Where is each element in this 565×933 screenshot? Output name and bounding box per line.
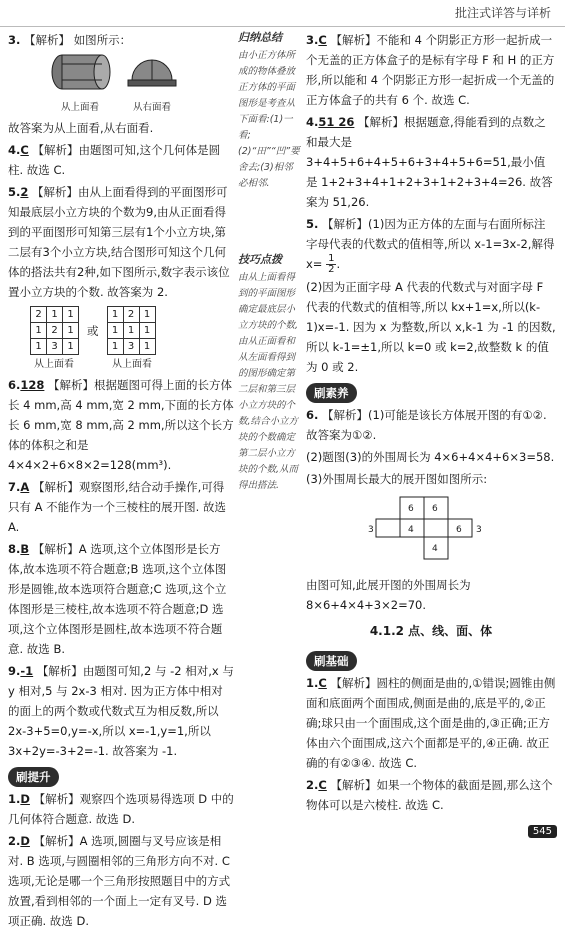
- q-number: 3.: [8, 33, 21, 47]
- left-q9: [8, 661, 234, 761]
- q-text: 根据题图可得上面的长方体长 4 mm,高 4 mm,宽 2 mm,下面的长方体长 6 mm,宽 8 mm,高 2 mm,所以这个长方体的体积之和是 4×4×2+6×8×2=128(mm³).: [8, 378, 234, 472]
- net-label: 4: [408, 525, 414, 535]
- q-text: (1)可能是该长方体展开图的有①②. 故答案为①②.: [306, 408, 547, 442]
- denominator: 2: [328, 264, 335, 275]
- note-title: 归纳总结: [238, 31, 282, 44]
- q-number: 3.: [306, 33, 319, 47]
- q-number: 9.: [8, 664, 21, 678]
- q-number: 2.: [306, 778, 319, 792]
- q-tag: 【解析】: [33, 792, 80, 806]
- net-label: 3: [368, 525, 374, 535]
- q-answer: C: [20, 143, 29, 157]
- fraction: [326, 254, 336, 275]
- q-answer: 51 26: [318, 115, 355, 129]
- q-text: 由题图可知,2 与 -2 相对,x 与 y 相对,5 与 2x-3 相对. 因为正方体中相对的面上的两个数或代数式互为相反数,所以 2x-3+5=0,y=-x,所以 x=-1,y=1,所以 3x+2y=-3+2=-1. 故答案为 -1.: [8, 664, 234, 758]
- top-view-grid-1: [30, 306, 79, 355]
- grid-cell: 1: [139, 339, 155, 355]
- grid-cell: 1: [47, 307, 63, 323]
- q-answer: C: [318, 676, 327, 690]
- page-header: 批注式详答与详析: [454, 6, 551, 20]
- q-number: 2.: [8, 834, 21, 848]
- view-right-figure: [126, 54, 178, 118]
- side-notes: [238, 30, 302, 500]
- right-b1: [306, 673, 556, 773]
- net-label: 4: [432, 544, 438, 554]
- q-number: 7.: [8, 480, 21, 494]
- q-tag: 【解析】: [32, 185, 79, 199]
- right-q5b: (2)因为正面字母 A 代表的代数式与对面字母 F 代表的代数式的值相等,所以 kx+1=x,所以(k-1)x=-1. 因为 x 为整数,所以 x,k-1 为 -1 的因数,所以 k-1=±1,所以 k=0 或 k=2,故整数 k 的值为 0 或 2.: [306, 280, 556, 374]
- right-q6a: [306, 405, 556, 445]
- grid-cell: 1: [63, 323, 79, 339]
- grid-cell: 1: [139, 307, 155, 323]
- q-text: A 选项,圆圈与叉号应该是相对. B 选项,与圆圈相邻的三角形方向不对. C 选项,无论是哪一个三角形按照题目中的方式放置,看到相邻的一个面上一定有叉号. D 选项正确. 故选 D.: [8, 834, 231, 928]
- grid-cell: 2: [123, 307, 139, 323]
- q-number: 8.: [8, 542, 21, 556]
- cylinder-top-view-icon: [48, 52, 112, 92]
- grid-caption: 从上面看: [112, 359, 152, 370]
- q-tag: 【解析】: [330, 676, 377, 690]
- q-tag: 【解析】: [33, 834, 80, 848]
- header-divider: [0, 26, 565, 27]
- section-badge-literacy: 刷素养: [306, 383, 357, 403]
- grid-cell: 1: [63, 307, 79, 323]
- section-badge-basic: 刷基础: [306, 651, 357, 671]
- grid-cell: 1: [31, 323, 47, 339]
- figure-caption: 从上面看: [60, 102, 99, 113]
- q-tag: 【解析】: [48, 378, 95, 392]
- q-text: 圆柱的侧面是曲的,①错误;圆锥由侧面和底面两个面围成,侧面是曲的,底是平的,②正确;球只由一个面围成,这个面是曲的,③正确;正方体由六个面围成,这六个面都是平的,④正确. 故正确的有②③④. 故选 C.: [306, 676, 556, 770]
- q-text: (1)因为正方体的左面与右面所标注字母代表的代数式的值相等,所以 x-1=3x-2,解得 x=: [306, 217, 555, 271]
- net-label: 6: [408, 504, 414, 514]
- grid-caption: 从上面看: [34, 359, 74, 370]
- q-answer: 128: [20, 378, 45, 392]
- q-number: 5.: [306, 217, 319, 231]
- left-q5: [8, 182, 234, 302]
- note-text: 由小正方体所成的物体叠放正方体的平面图形是考查从下面看:(1)一看;(2)“田”“凹”要舍去;(3)相邻必相邻.: [238, 50, 300, 189]
- q-answer: D: [20, 792, 30, 806]
- grid-cell: 1: [139, 323, 155, 339]
- q-answer: B: [20, 542, 30, 556]
- cuboid-net-diagram: [366, 493, 506, 565]
- q-tag: 【解析】: [24, 33, 71, 47]
- dome-right-view-icon: [126, 54, 178, 92]
- page-number: 545: [528, 825, 557, 838]
- q-tag: 【解析】: [322, 408, 369, 422]
- q-text: 如图所示：: [73, 33, 132, 47]
- q-tag: 【解析】: [36, 664, 83, 678]
- q-number: 1.: [8, 792, 21, 806]
- section-title: 4.1.2 点、线、面、体: [369, 624, 493, 638]
- or-label: 或: [87, 323, 99, 338]
- grid-cell: 3: [47, 339, 63, 355]
- left-column: [8, 30, 234, 933]
- q-number: 5.: [8, 185, 21, 199]
- q-number: 6.: [306, 408, 319, 422]
- q-text: 观察四个选项易得选项 D 中的几何体符合题意. 故选 D.: [8, 792, 234, 826]
- q-text: 不能和 4 个阴影正方形一起折成一个无盖的正方体盒子的是标有字母 F 和 H 的正方形,所以能和 4 个阴影正方形一起折成一个无盖的正方体盒子的共有 6 个. 故选 C.: [306, 33, 555, 107]
- left-p2: [8, 831, 234, 931]
- q-text: 如果一个物体的截面是圆,那么这个物体可以是六棱柱. 故选 C.: [306, 778, 553, 812]
- grid-cell: 1: [107, 323, 123, 339]
- left-q4: [8, 140, 234, 180]
- grid-cell: 1: [63, 339, 79, 355]
- left-p1: [8, 789, 234, 829]
- note-tips: [238, 252, 302, 494]
- q-number: 4.: [306, 115, 319, 129]
- net-label: 6: [456, 525, 462, 535]
- q-number: 1.: [306, 676, 319, 690]
- right-column: [306, 30, 556, 817]
- note-title: 技巧点拨: [238, 253, 282, 266]
- numerator: 1: [328, 253, 335, 264]
- q-tag: 【解析】: [32, 542, 79, 556]
- q-tag: 【解析】: [32, 480, 79, 494]
- grid-captions: [34, 355, 234, 375]
- right-q6c: (3)外围周长最大的展开图如图所示:: [306, 472, 488, 486]
- figure-caption: 从右面看: [132, 102, 171, 113]
- note-summary: [238, 30, 302, 192]
- grid-cell: 1: [31, 339, 47, 355]
- right-q5a: 5. 【解析】(1)因为正方体的左面与右面所标注字母代表的代数式的值相等,所以 x-1=3x-2,解得 x= $\frac{1}{2}$ .: [306, 217, 555, 275]
- q-tag: 【解析】: [32, 143, 79, 157]
- q3-figure: [48, 52, 234, 118]
- grid-cell: 1: [107, 307, 123, 323]
- q-tag: 【解析】: [330, 33, 377, 47]
- q-answer: A: [20, 480, 30, 494]
- q-number: 6.: [8, 378, 21, 392]
- q-text: A 选项,这个立体图形是长方体,故本选项不符合题意;B 选项,这个立体图形是圆锥,故本选项符合题意;C 选项,这个立体图形是三棱柱,故本选项不符合题意;D 选项,这个立体图形是圆柱,故本选项不符合题意. 故选 B.: [8, 542, 227, 656]
- right-q3: [306, 30, 556, 110]
- cuboid-net-figure: [366, 493, 556, 571]
- q-tag: 【解析】: [330, 778, 377, 792]
- net-label: 6: [432, 504, 438, 514]
- left-q3: [8, 30, 234, 50]
- left-q6: [8, 375, 234, 475]
- left-q8: [8, 539, 234, 659]
- q-answer: C: [318, 778, 327, 792]
- q-answer: D: [20, 834, 30, 848]
- grid-cell: 2: [31, 307, 47, 323]
- grid-cell: 1: [107, 339, 123, 355]
- right-q6b: (2)题图(3)的外围周长为 4×6+4×4+6×3=58.: [306, 450, 555, 464]
- q-text: 由从上面看得到的平面图形可知最底层小立方块的个数为9,由从正面看得到的平面图形可知第三层有1个小立方块,第二层有3个小立方块,结合图形可知这个几何体的搭法共有2种,如下图所示,数字表示该位置小立方块的个数. 故答案为 2.: [8, 185, 230, 299]
- section-badge-improve: 刷提升: [8, 767, 59, 787]
- q-answer: C: [318, 33, 327, 47]
- note-text: 由从上面看得到的平面图形确定最底层小立方块的个数,由从正面看和从左面看得到的图形确定第二层和第三层小立方块的个数,结合小立方块的个数确定第二层小立方块的个数,从而得出搭法.: [238, 272, 299, 491]
- q5-grids: [30, 306, 234, 355]
- right-q4: [306, 112, 556, 212]
- q-tag: 【解析】: [322, 217, 369, 231]
- q-answer: 2: [20, 185, 29, 199]
- q-answer: -1: [20, 664, 34, 678]
- q3-tail: 故答案为从上面看,从右面看.: [8, 121, 154, 135]
- right-q6d: 由图可知,此展开图的外围周长为 8×6+4×4+3×2=70.: [306, 578, 471, 612]
- top-view-grid-2: [107, 306, 156, 355]
- q-text: 观察图形,结合动手操作,可得只有 A 不能作为一个三棱柱的展开图. 故选 A.: [8, 480, 226, 534]
- net-label: 3: [476, 525, 482, 535]
- q-text: 由题图可知,这个几何体是圆柱. 故选 C.: [8, 143, 221, 177]
- view-top-figure: [48, 52, 112, 118]
- grid-cell: 3: [123, 339, 139, 355]
- grid-cell: 2: [47, 323, 63, 339]
- grid-cell: 1: [123, 323, 139, 339]
- right-b2: [306, 775, 556, 815]
- q-tag: 【解析】: [358, 115, 405, 129]
- left-q7: [8, 477, 234, 537]
- q-number: 4.: [8, 143, 21, 157]
- q-text: 根据题意,得能看到的点数之和最大是 3+4+5+6+4+5+6+3+4+5+6=51,最小值是 1+2+3+4+1+2+3+1+2+3+4=26. 故答案为 51,26.: [306, 115, 553, 209]
